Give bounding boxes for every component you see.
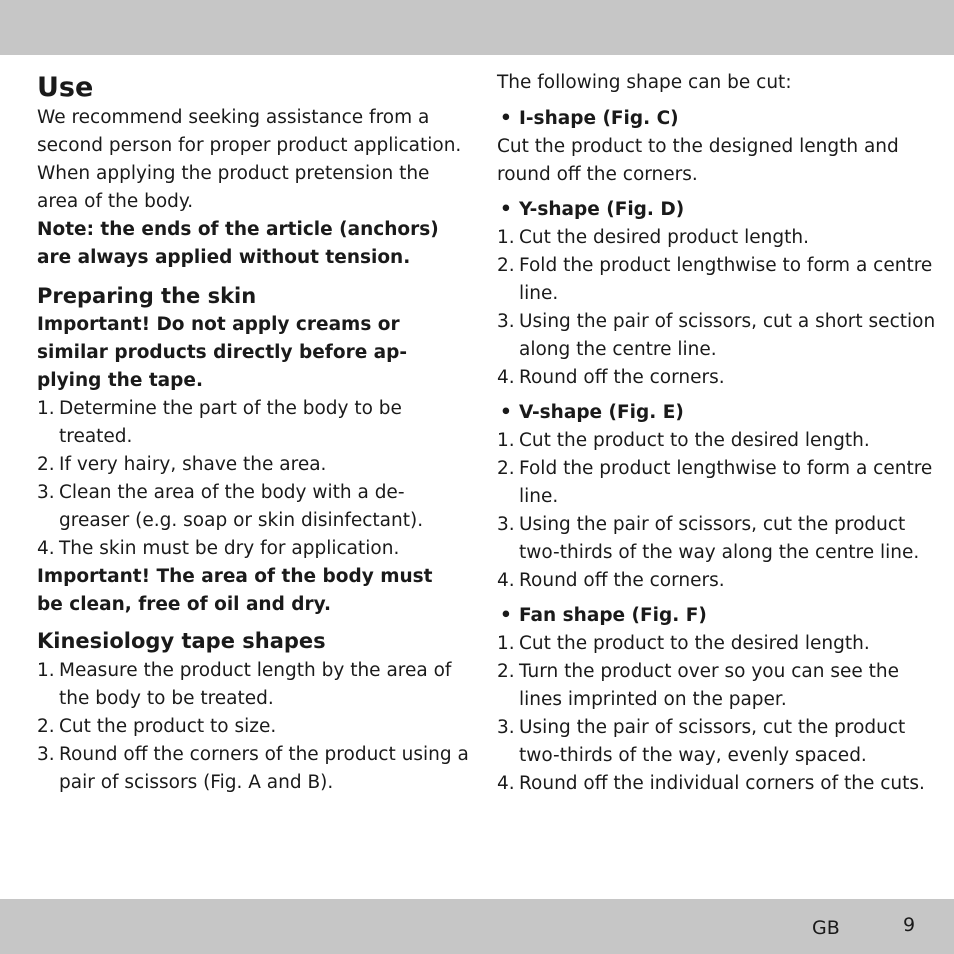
page-number: 9 <box>903 914 916 936</box>
step-number: 4. <box>497 367 515 388</box>
step-line: treated. <box>59 426 133 447</box>
list-item <box>37 451 477 479</box>
step-line: line. <box>519 486 559 507</box>
step-line: Determine the part of the body to be <box>59 398 402 419</box>
list-item <box>497 224 937 252</box>
step-line: Cut the product to size. <box>59 716 277 737</box>
section-heading-use: Use <box>37 72 94 103</box>
step-line: If very hairy, shave the area. <box>59 454 327 475</box>
y-shape-section <box>497 196 937 392</box>
step-number: 3. <box>497 311 515 332</box>
step-line: Cut the product to the desired length. <box>519 430 870 451</box>
list-item <box>497 455 937 511</box>
step-line: Round off the corners. <box>519 367 725 388</box>
fan-shape-title: • Fan shape (Fig. F) <box>497 602 937 630</box>
fan-shape-steps <box>497 630 937 798</box>
step-line: Fold the product lengthwise to form a centre <box>519 458 933 479</box>
text-line: Cut the product to the designed length and <box>497 136 899 157</box>
footer-band <box>0 899 954 954</box>
text-line: second person for proper product application. <box>37 135 462 156</box>
list-item <box>37 713 477 741</box>
list-item <box>37 395 477 451</box>
step-line: Clean the area of the body with a de- <box>59 482 405 503</box>
step-line: Round off the individual corners of the cuts. <box>519 773 925 794</box>
list-item <box>497 427 937 455</box>
important-line: Important! Do not apply creams or <box>37 314 400 335</box>
section-heading-preparing-skin: Preparing the skin <box>37 284 257 308</box>
v-shape-steps <box>497 427 937 595</box>
language-code: GB <box>812 917 840 939</box>
step-number: 4. <box>497 773 515 794</box>
list-item <box>497 567 937 595</box>
list-item <box>497 630 937 658</box>
step-line: Round off the corners of the product using a <box>59 744 469 765</box>
step-number: 4. <box>497 570 515 591</box>
step-line: The skin must be dry for application. <box>59 538 400 559</box>
step-line: Fold the product lengthwise to form a centre <box>519 255 933 276</box>
intro-paragraph <box>37 104 477 272</box>
step-number: 1. <box>37 660 55 681</box>
header-band <box>0 0 954 55</box>
text-line: area of the body. <box>37 191 194 212</box>
text-line: round off the corners. <box>497 164 698 185</box>
step-line: Turn the product over so you can see the <box>519 661 899 682</box>
text-line: We recommend seeking assistance from a <box>37 107 430 128</box>
note-line: are always applied without tension. <box>37 247 411 268</box>
note-line: Note: the ends of the article (anchors) <box>37 219 439 240</box>
v-shape-section <box>497 399 937 595</box>
step-number: 1. <box>497 227 515 248</box>
step-number: 2. <box>37 454 55 475</box>
step-number: 1. <box>37 398 55 419</box>
list-item <box>497 770 937 798</box>
y-shape-title: • Y-shape (Fig. D) <box>497 196 937 224</box>
list-item <box>497 714 937 770</box>
step-line: the body to be treated. <box>59 688 274 709</box>
important-line: Important! The area of the body must <box>37 566 433 587</box>
step-number: 2. <box>497 255 515 276</box>
step-line: along the centre line. <box>519 339 717 360</box>
shapes-intro: The following shape can be cut: <box>497 72 792 93</box>
list-item <box>497 511 937 567</box>
step-number: 3. <box>37 482 55 503</box>
v-shape-title: • V-shape (Fig. E) <box>497 399 937 427</box>
y-shape-steps <box>497 224 937 392</box>
fan-shape-section <box>497 602 937 798</box>
list-item <box>497 308 937 364</box>
important-line: similar products directly before ap- <box>37 342 408 363</box>
list-item <box>37 535 477 563</box>
shape-steps-list <box>37 657 477 797</box>
i-shape-section <box>497 105 937 189</box>
step-number: 2. <box>497 458 515 479</box>
step-line: two-thirds of the way, evenly spaced. <box>519 745 867 766</box>
step-line: Using the pair of scissors, cut a short section <box>519 311 936 332</box>
important-line: plying the tape. <box>37 370 203 391</box>
list-item <box>497 364 937 392</box>
step-line: Round off the corners. <box>519 570 725 591</box>
step-number: 1. <box>497 430 515 451</box>
important-line: be clean, free of oil and dry. <box>37 594 332 615</box>
step-line: Cut the product to the desired length. <box>519 633 870 654</box>
step-line: Measure the product length by the area of <box>59 660 452 681</box>
step-line: Using the pair of scissors, cut the product <box>519 717 906 738</box>
list-item <box>37 741 477 797</box>
list-item <box>497 252 937 308</box>
step-line: greaser (e.g. soap or skin disinfectant). <box>59 510 424 531</box>
step-line: lines imprinted on the paper. <box>519 689 787 710</box>
step-line: Cut the desired product length. <box>519 227 810 248</box>
step-number: 3. <box>497 514 515 535</box>
important-notice-2 <box>37 563 477 619</box>
list-item <box>497 658 937 714</box>
bullet-mark: • <box>500 199 512 220</box>
step-number: 1. <box>497 633 515 654</box>
step-line: two-thirds of the way along the centre line. <box>519 542 920 563</box>
step-number: 2. <box>497 661 515 682</box>
step-number: 4. <box>37 538 55 559</box>
important-notice-1 <box>37 311 477 395</box>
section-heading-tape-shapes: Kinesiology tape shapes <box>37 629 326 653</box>
list-item <box>37 657 477 713</box>
step-line: Using the pair of scissors, cut the product <box>519 514 906 535</box>
prep-steps-list <box>37 395 477 563</box>
bullet-mark: • <box>500 108 512 129</box>
step-line: line. <box>519 283 559 304</box>
step-number: 3. <box>497 717 515 738</box>
text-line: When applying the product pretension the <box>37 163 430 184</box>
step-number: 3. <box>37 744 55 765</box>
step-number: 2. <box>37 716 55 737</box>
bullet-mark: • <box>500 605 512 626</box>
bullet-mark: • <box>500 402 512 423</box>
step-line: pair of scissors (Fig. A and B). <box>59 772 334 793</box>
i-shape-title: • I-shape (Fig. C) <box>497 105 937 133</box>
list-item <box>37 479 477 535</box>
